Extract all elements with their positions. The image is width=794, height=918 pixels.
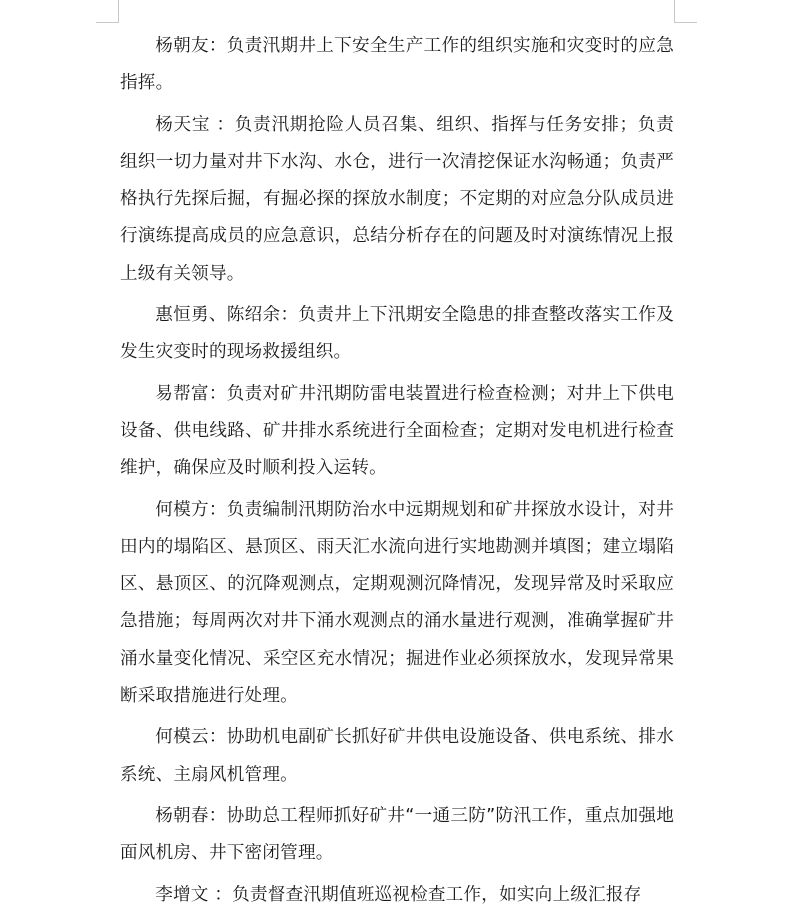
paragraph-yi-bangfu: 易帮富：负责对矿井汛期防雷电装置进行检查检测；对井上下供电设备、供电线路、矿井排水系统进行全面检查；定期对发电机进行检查维护，确保应及时顺利投入运转。: [120, 383, 674, 479]
paragraph-he-moyun: 何模云：协助机电副矿长抓好矿井供电设施设备、供电系统、排水系统、主扇风机管理。: [120, 727, 674, 785]
crop-mark-top-right: [674, 0, 697, 23]
paragraph-yang-tianbao: 杨天宝 ：负责汛期抢险人员召集、组织、指挥与任务安排；负责组织一切力量对井下水沟、水仓，进行一次清挖保证水沟畅通；负责严格执行先探后掘，有掘必探的探放水制度；不定期的对应急分队成员进行演练提高成员的应急意识，总结分析存在的问题及时对演练情况上报上级有关领导。: [120, 114, 674, 284]
paragraph-yang-chaochun: 杨朝春：协助总工程师抓好矿井“一通三防”防汛工作，重点加强地面风机房、井下密闭管理。: [120, 805, 674, 864]
paragraph-he-mofang: 何模方：负责编制汛期防治水中远期规划和矿井探放水设计，对井田内的塌陷区、悬顶区、雨天汇水流向进行实地勘测并填图；建立塌陷区、悬顶区、的沉降观测点，定期观测沉降情况，发现异常及时采取应急措施；每周两次对井下涌水观测点的涌水量进行观测，准确掌握矿井涌水量变化情况、采空区充水情况；掘进作业必须探放水，发现异常果断采取措施进行处理。: [120, 499, 674, 707]
paragraph-li-zengwen: 李增文 ：负责督查汛期值班巡视检查工作，如实向上级汇报存: [155, 884, 642, 905]
document-body: [120, 28, 674, 918]
crop-mark-top-left: [96, 0, 119, 23]
paragraph-hui-chen: 惠恒勇、陈绍余：负责井上下汛期安全隐患的排查整改落实工作及发生灾变时的现场救援组织。: [120, 305, 674, 363]
paragraph-yang-chaoyou: 杨朝友：负责汛期井上下安全生产工作的组织实施和灾变时的应急指挥。: [120, 36, 674, 94]
